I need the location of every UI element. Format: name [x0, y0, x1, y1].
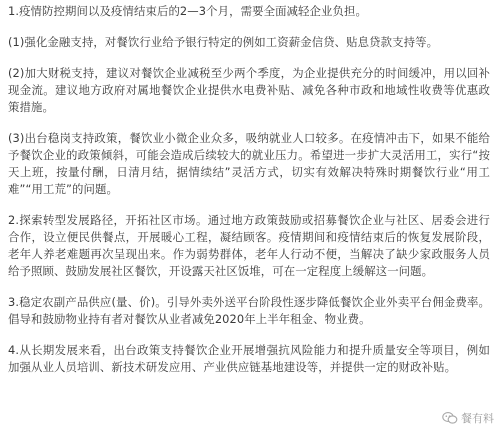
paragraph-4: 4.从长期发展来看，出台政策支持餐饮企业开展增强抗风险能力和提升质量安全等项目，例如加强从业人员培训、新技术研发应用、产业供应链基地建设等，并提供一定的财政补贴。 — [8, 343, 490, 374]
watermark-text: 餐有料 — [461, 412, 494, 425]
paragraph-3: 3.稳定农副产品供应(量、价)。引导外卖外送平台阶段性逐步降低餐饮企业外卖平台佣金费率。倡导和鼓励物业持有者对餐饮从业者减免2020年上半年租金、物业费。 — [8, 295, 490, 326]
paragraph-1: 1.疫情防控期间以及疫情结束后的2—3个月，需要全面减轻企业负担。 — [8, 4, 367, 18]
paragraph-1-3: (3)出台稳岗支持政策，餐饮业小微企业众多，吸纳就业人口较多。在疫情冲击下，如果不能给予餐饮企业的政策倾斜，可能会造成后续较大的就业压力。希望进一步扩大灵活用工，实行“按天上班，按量付酬，日清月结，据情续结”灵活方式，切实有效解决特殊时期餐饮行业“用工难”“用工荒”的问题。 — [8, 131, 490, 196]
paragraph-2: 2.探索转型发展路径，开拓社区市场。通过地方政策鼓励或招募餐饮企业与社区、居委会进行合作，设立便民供餐点，开展暖心工程，凝结顾客。疫情期间和疫情结束后的恢复发展阶段，老年人养老难题再次呈现出来。作为弱势群体，老年人行动不便，当解决了缺少家政服务人员给予照顾、鼓励发展社区餐饮，开设露天社区饭堆，可在一定程度上缓解这一问题。 — [8, 213, 490, 278]
wechat-bubble-icon — [442, 411, 458, 425]
watermark — [442, 410, 494, 426]
paragraph-1-2: (2)加大财税支持，建议对餐饮企业减税至少两个季度，为企业提供充分的时间缓冲，用以回补现金流。建议地方政府对属地餐饮企业提供水电费补贴、减免各种市政和地域性收费等优惠政策措施。 — [8, 66, 490, 114]
paragraph-1-1: (1)强化金融支持，对餐饮行业给予银行特定的例如工资薪金信贷、贴息贷款支持等。 — [8, 35, 439, 49]
